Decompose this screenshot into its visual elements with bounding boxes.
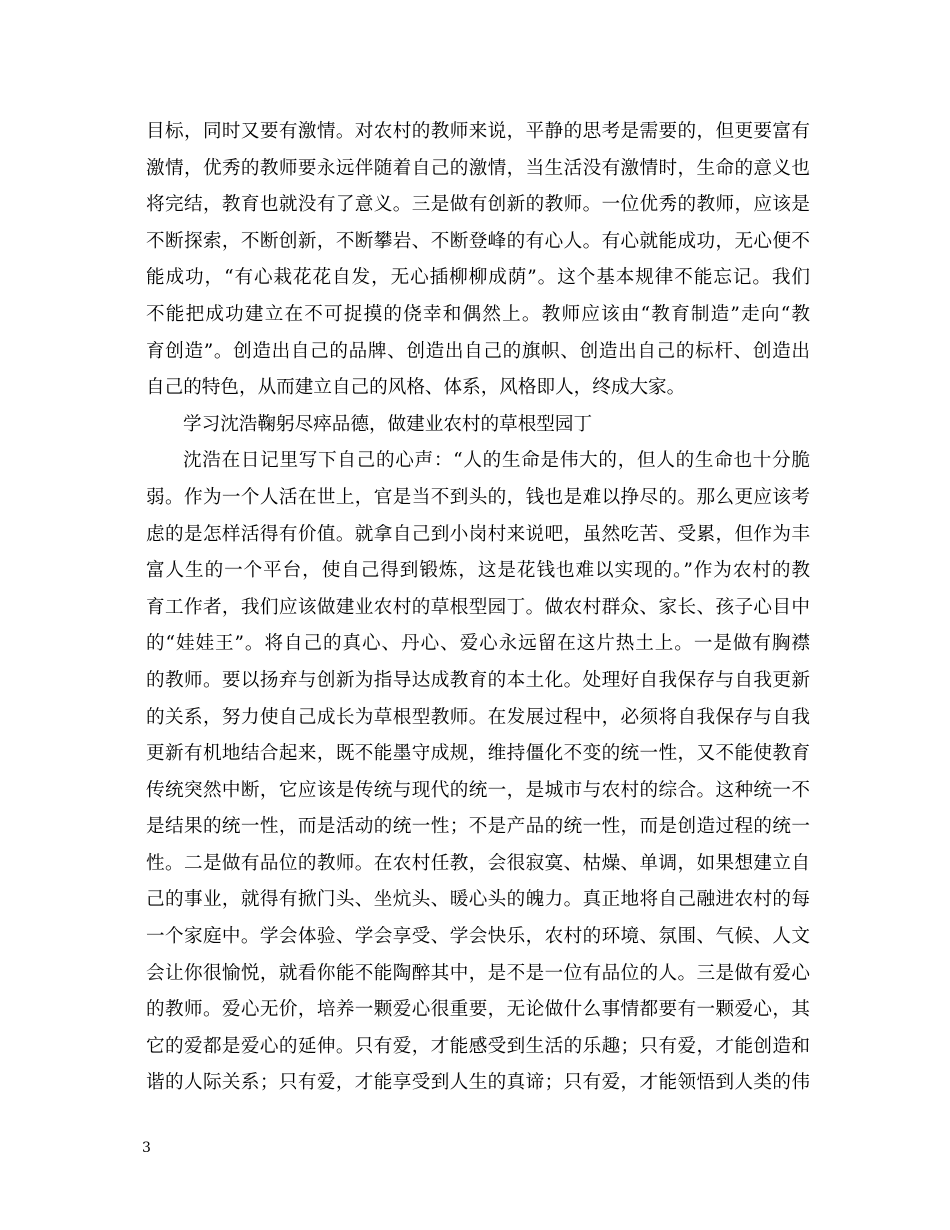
text-line: 会让你很愉悦，就看你能不能陶醉其中，是不是一位有品位的人。三是做有爱心	[146, 962, 810, 984]
text-line: 传统突然中断，它应该是传统与现代的统一，是城市与农村的综合。这种统一不	[146, 779, 810, 801]
text-line: 虑的是怎样活得有价值。就拿自己到小岗村来说吧，虽然吃苦、受累，但作为丰	[146, 523, 810, 545]
text-line: 不能把成功建立在不可捉摸的侥幸和偶然上。教师应该由“教育制造”走向“教	[146, 303, 810, 325]
text-line: 沈浩在日记里写下自己的心声：“人的生命是伟大的，但人的生命也十分脆	[183, 450, 810, 472]
text-line: 激情，优秀的教师要永远伴随着自己的激情，当生活没有激情时，生命的意义也	[146, 157, 810, 179]
text-line: 是结果的统一性，而是活动的统一性；不是产品的统一性，而是创造过程的统一	[146, 816, 810, 838]
paragraph-continuation	[146, 114, 810, 407]
text-line: 它的爱都是爱心的延伸。只有爱，才能感受到生活的乐趣；只有爱，才能创造和	[146, 1035, 810, 1057]
text-line: 一个家庭中。学会体验、学会享受、学会快乐，农村的环境、氛围、气候、人文	[146, 926, 810, 948]
text-line: 更新有机地结合起来，既不能墨守成规，维持僵化不变的统一性，又不能使教育	[146, 743, 810, 765]
text-line: 育工作者，我们应该做建业农村的草根型园丁。做农村群众、家长、孩子心目中	[146, 596, 810, 618]
text-line: 的教师。爱心无价，培养一颗爱心很重要，无论做什么事情都要有一颗爱心，其	[146, 999, 810, 1021]
heading-line: 学习沈浩鞠躬尽瘁品德，做建业农村的草根型园丁	[183, 413, 593, 435]
text-line: 弱。作为一个人活在世上，官是当不到头的，钱也是难以挣尽的。那么更应该考	[146, 486, 810, 508]
paragraph-body	[146, 443, 810, 1102]
text-line: 富人生的一个平台，使自己得到锻炼，这是花钱也难以实现的。”作为农村的教	[146, 560, 810, 582]
text-line: 的关系，努力使自己成长为草根型教师。在发展过程中，必须将自我保存与自我	[146, 706, 810, 728]
text-line: 己的事业，就得有掀门头、坐炕头、暖心头的魄力。真正地将自己融进农村的每	[146, 889, 810, 911]
text-line: 不断探索，不断创新，不断攀岩、不断登峰的有心人。有心就能成功，无心便不	[146, 230, 810, 252]
text-line: 能成功，“有心栽花花自发，无心插柳柳成荫”。这个基本规律不能忘记。我们	[146, 267, 810, 289]
text-line: 的“娃娃王”。将自己的真心、丹心、爱心永远留在这片热土上。一是做有胸襟	[146, 633, 810, 655]
text-line: 将完结，教育也就没有了意义。三是做有创新的教师。一位优秀的教师，应该是	[146, 194, 810, 216]
text-line: 的教师。要以扬弃与创新为指导达成教育的本土化。处理好自我保存与自我更新	[146, 669, 810, 691]
text-line: 目标，同时又要有激情。对农村的教师来说，平静的思考是需要的，但更要富有	[146, 121, 810, 142]
text-line: 性。二是做有品位的教师。在农村任教，会很寂寞、枯燥、单调，如果想建立自	[146, 852, 810, 874]
text-line: 育创造”。创造出自己的品牌、创造出自己的旗帜、创造出自己的标杆、创造出	[146, 340, 810, 362]
section-heading	[146, 407, 810, 444]
text-line: 自己的特色，从而建立自己的风格、体系，风格即人，终成大家。	[146, 377, 686, 399]
document-body	[146, 114, 810, 1102]
page-number: 3	[142, 1140, 151, 1156]
text-line: 谐的人际关系；只有爱，才能享受到人生的真谛；只有爱，才能领悟到人类的伟	[146, 1072, 810, 1094]
